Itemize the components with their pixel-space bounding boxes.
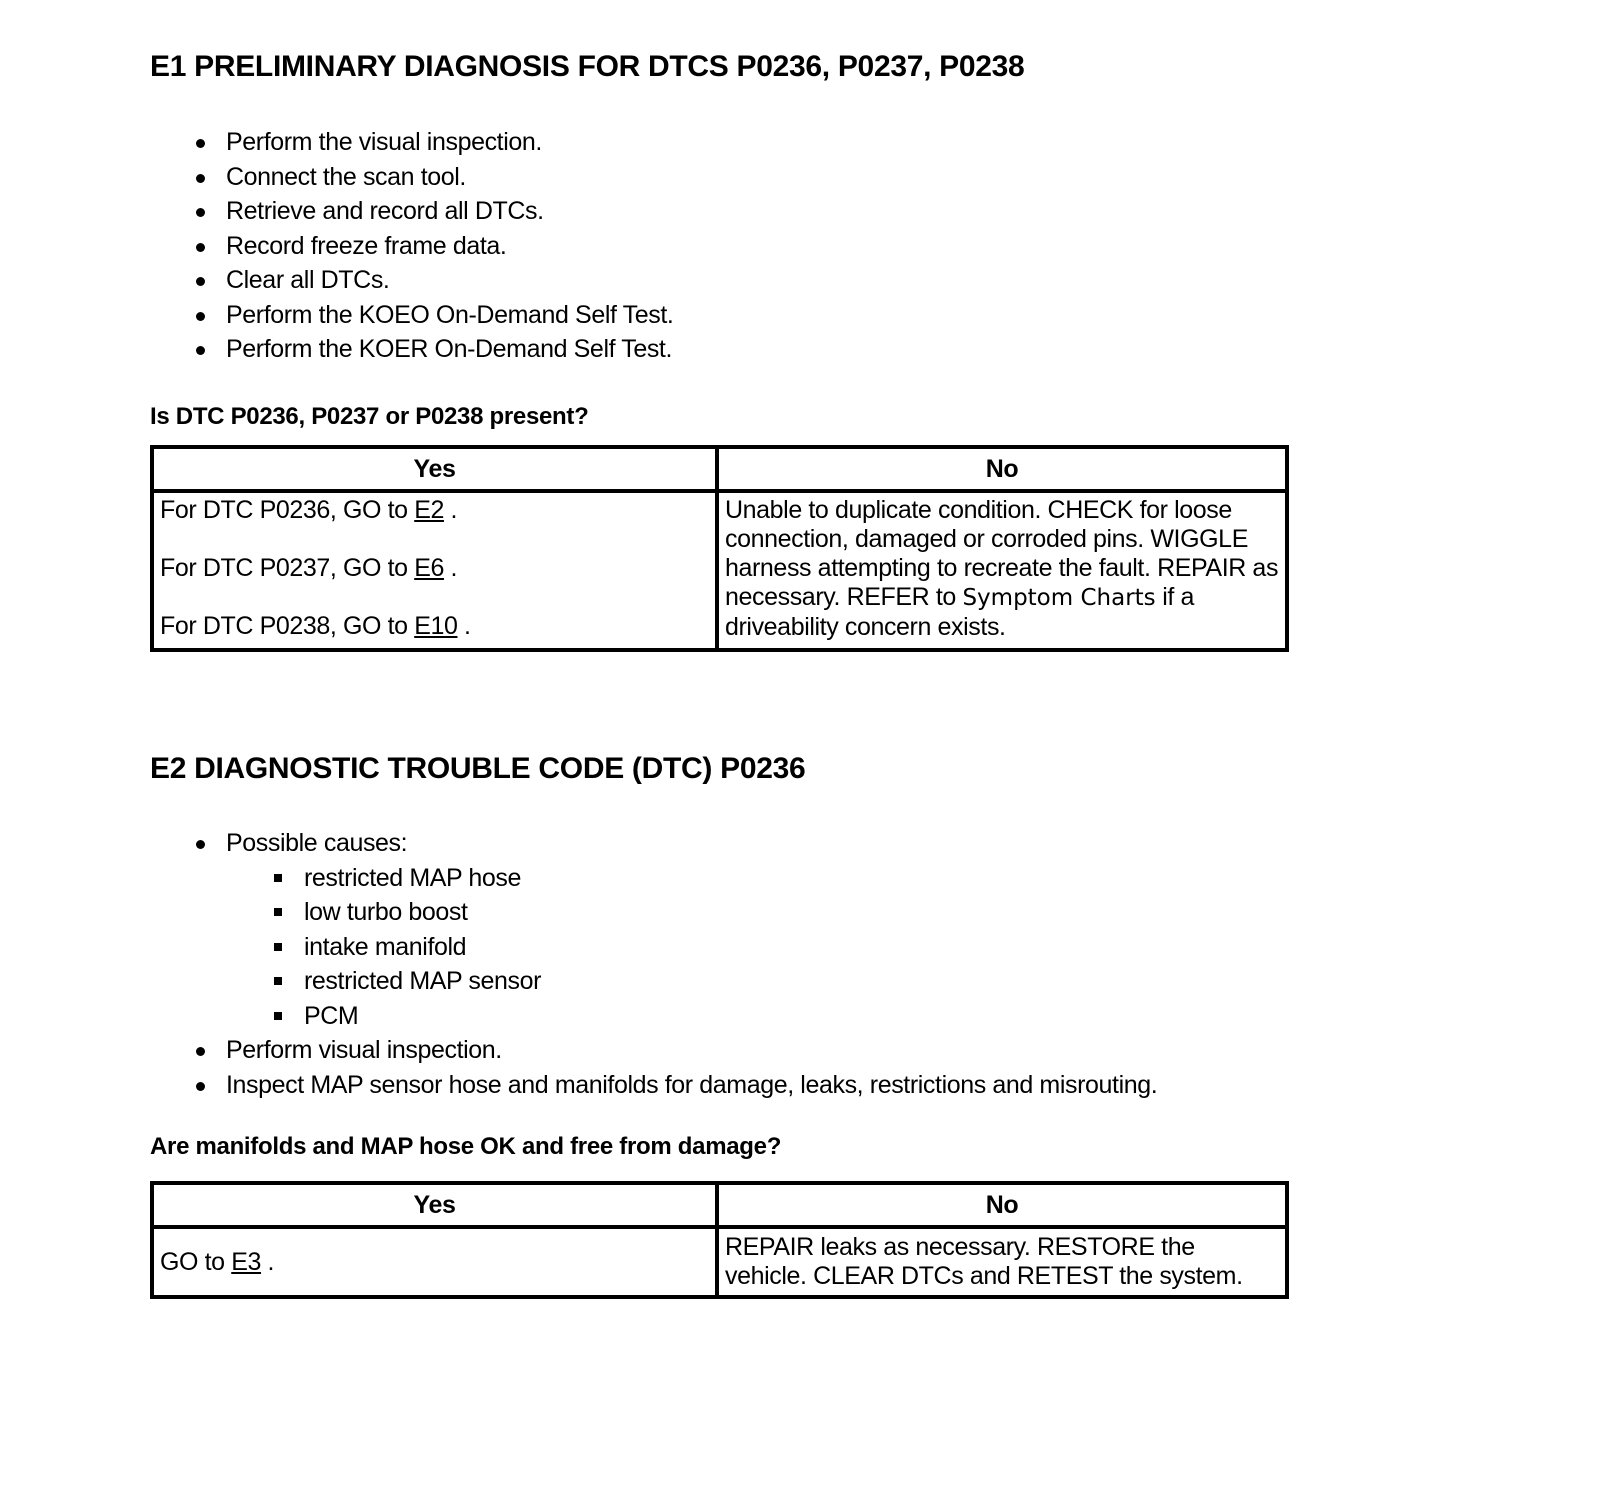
list-item: Connect the scan tool. — [196, 160, 673, 195]
list-item: Perform the KOER On-Demand Self Test. — [196, 332, 673, 367]
e1-question: Is DTC P0236, P0237 or P0238 present? — [150, 403, 589, 430]
bullet-icon — [196, 312, 205, 321]
cause-item: restricted MAP hose — [274, 861, 1157, 896]
e1-step-list — [196, 125, 673, 367]
cause-item: low turbo boost — [274, 895, 1157, 930]
yes-line: For DTC P0236, GO to E2 . — [160, 496, 458, 524]
link-e6[interactable]: E6 — [414, 554, 444, 582]
table-header-row — [152, 1183, 1287, 1227]
e2-question: Are manifolds and MAP hose OK and free from damage? — [150, 1133, 782, 1160]
e2-step-list — [196, 826, 1157, 1102]
yes-line: For DTC P0238, GO to E10 . — [160, 612, 471, 640]
list-item: Inspect MAP sensor hose and manifolds for damage, leaks, restrictions and misrouting. — [196, 1068, 1157, 1103]
bullet-icon — [196, 1082, 205, 1091]
list-item: Perform the KOEO On-Demand Self Test. — [196, 298, 673, 333]
symptom-charts-link[interactable]: Symptom Charts — [962, 585, 1156, 611]
bullet-icon — [196, 840, 205, 849]
list-item: Perform visual inspection. — [196, 1033, 1157, 1068]
bullet-icon — [196, 139, 205, 148]
no-header: No — [717, 1183, 1287, 1227]
e1-title: E1 PRELIMINARY DIAGNOSIS FOR DTCS P0236, P0237, P0238 — [150, 50, 1025, 83]
no-cell — [717, 491, 1287, 650]
no-text: REPAIR leaks as necessary. RESTORE the vehicle. CLEAR DTCs and RETEST the system. — [725, 1233, 1243, 1290]
cause-item: intake manifold — [274, 930, 1157, 965]
table-row — [152, 491, 1287, 650]
bullet-icon — [196, 243, 205, 252]
no-cell — [717, 1227, 1287, 1297]
e1-decision-table — [150, 445, 1289, 652]
no-text: Unable to duplicate condition. CHECK for loose connection, damaged or corroded pins. WIGGLE harness attempting to recreate the fault. REPAIR as necessary. REFER to Symptom Charts if a driveability concern exists. — [725, 496, 1279, 641]
square-bullet-icon — [274, 874, 282, 882]
bullet-icon — [196, 208, 205, 217]
bullet-icon — [196, 277, 205, 286]
square-bullet-icon — [274, 977, 282, 985]
yes-cell: GO to E3 . — [152, 1227, 717, 1297]
list-item: Perform the visual inspection. — [196, 125, 673, 160]
yes-line: For DTC P0237, GO to E6 . — [160, 554, 458, 582]
list-item: Record freeze frame data. — [196, 229, 673, 264]
bullet-icon — [196, 174, 205, 183]
table-row — [152, 1227, 1287, 1297]
yes-cell — [152, 491, 717, 650]
yes-header: Yes — [152, 447, 717, 491]
cause-item: PCM — [274, 999, 1157, 1034]
square-bullet-icon — [274, 943, 282, 951]
link-e3[interactable]: E3 — [231, 1247, 262, 1276]
bullet-icon — [196, 1047, 205, 1056]
square-bullet-icon — [274, 908, 282, 916]
e2-decision-table — [150, 1181, 1289, 1299]
table-header-row — [152, 447, 1287, 491]
list-item: Clear all DTCs. — [196, 263, 673, 298]
square-bullet-icon — [274, 1012, 282, 1020]
link-e2[interactable]: E2 — [414, 496, 444, 524]
no-header: No — [717, 447, 1287, 491]
cause-item: restricted MAP sensor — [274, 964, 1157, 999]
link-e10[interactable]: E10 — [414, 612, 458, 640]
list-item: Retrieve and record all DTCs. — [196, 194, 673, 229]
e2-title: E2 DIAGNOSTIC TROUBLE CODE (DTC) P0236 — [150, 752, 806, 785]
causes-list — [226, 861, 1157, 1034]
yes-header: Yes — [152, 1183, 717, 1227]
bullet-icon — [196, 346, 205, 355]
list-item: Possible causes: restricted MAP hose low turbo boost intake manifold restricted MAP sensor PCM — [196, 826, 1157, 1033]
